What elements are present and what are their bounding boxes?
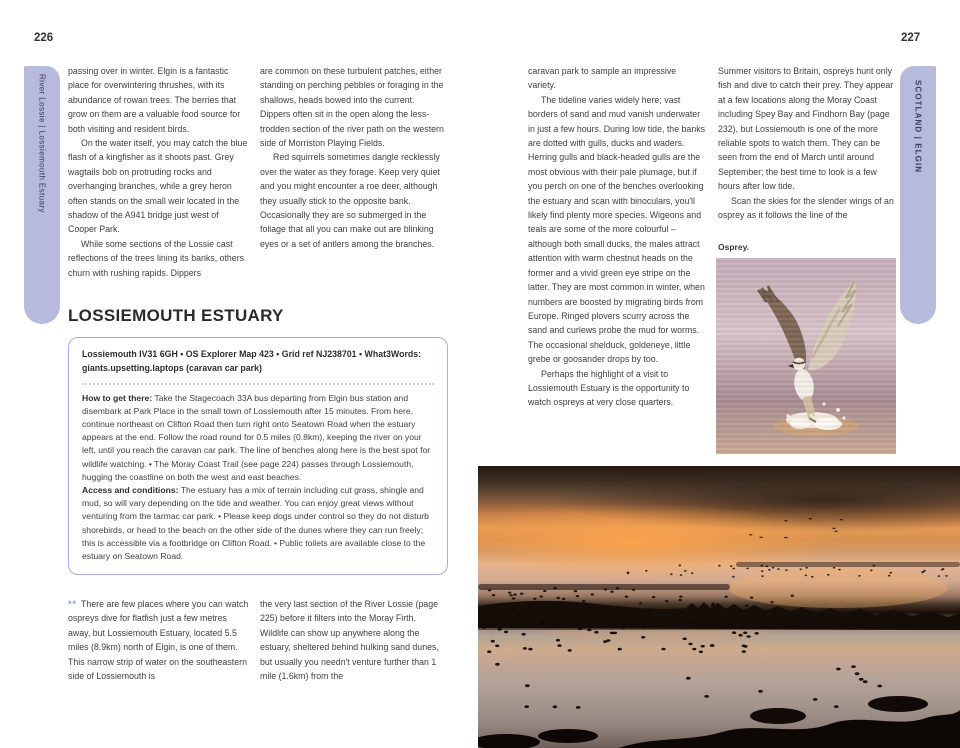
- body-paragraph: Scan the skies for the slender wings of an osprey as it follows the line of the: [718, 195, 894, 221]
- estuary-photo-detail: [478, 466, 960, 748]
- side-tab-right-label: SCOTLAND | ELGIN: [913, 80, 923, 174]
- left-page-bottom-column-1: [68, 597, 250, 683]
- left-page-column-2: [260, 64, 444, 251]
- access-and-conditions-label: Access and conditions:: [82, 485, 179, 496]
- access-and-conditions-text: The estuary has a mix of terrain including cut grass, shingle and mud, so will vary depending on the tide and weather. You can enjoy great views without venturing from the tarmac car park. • Please keep dogs under control so they do not disturb shorebirds, or head to the beach on the other side of the dunes where they can run freely; this is accessible via a footbridge on Clifton Road. • Public toilets are available close to the estuary on Seatown Road.: [82, 485, 429, 562]
- left-page-column-1: [68, 64, 248, 280]
- body-paragraph: Summer visitors to Britain, ospreys hunt only fish and dive to catch their prey. They appear at a few locations along the Moray Coast including Spey Bay and Findhorn Bay (page 232), but Lossiemouth is one of the more reliable spots to watch them. They can be seen from the end of March until around September; the best time to look is a few hours after low tide.: [718, 66, 894, 192]
- paragraph-start-marker: **: [68, 599, 78, 609]
- body-paragraph: [68, 597, 250, 683]
- side-tab-right: [900, 66, 936, 324]
- right-page-column-1: [528, 64, 706, 410]
- osprey-photo: [716, 258, 896, 454]
- water-ripples: [716, 258, 896, 454]
- side-tab-left-label: River Lossie | Lossiemouth Estuary: [37, 74, 47, 213]
- right-page-column-2: [718, 64, 896, 222]
- body-paragraph: are common on these turbulent patches, either standing on perching pebbles or foraging in the shallows, heads bowed into the current. Dippers often sit in the open along the less-trodden section of the river path on the western side of Morriston Playing Fields.: [260, 66, 444, 149]
- side-tab-left: [24, 66, 60, 324]
- body-paragraph: On the water itself, you may catch the blue flash of a kingfisher as it shoots past. Grey wagtails bob on protruding rocks and overhanging branches, while a grey heron often stands on the small weir located in the shadow of the A941 bridge just west of Cooper Park.: [68, 138, 248, 235]
- section-heading: LOSSIEMOUTH ESTUARY: [68, 306, 284, 325]
- page-number-right: 227: [901, 32, 921, 44]
- body-paragraph: While some sections of the Lossie cast reflections of the trees lining its banks, others churn with rushing rapids. Dippers: [68, 238, 245, 278]
- info-box: [68, 337, 448, 575]
- osprey-photo-caption: Osprey.: [718, 242, 750, 252]
- bottom-paragraph-text: There are few places where you can watch ospreys dive for flatfish just a few metres away, but Lossiemouth Estuary, located 5.5 miles (8.9km) north of Elgin, is one of them. This narrow strip of water on the southeastern side of Lossiemouth is: [68, 599, 249, 682]
- body-paragraph: The tideline varies widely here; vast borders of sand and mud vanish underwater in just a few hours. During low tide, the banks are dotted with gulls, ducks and waders. Herring gulls and black-headed gulls are the most obvious with their pale plumage, but if you perch on one of the benches overlooking the estuary and scan with binoculars, you'll likely find plenty more species. Wigeons and teals are some of the more colourful – although both small ducks, the males attract attention with warm chestnut heads on the former and a vivid green eye stripe on the latter. They are most common in winter, when numbers are boosted by migrating birds from Europe. Ringed plovers scurry across the sand and curlews probe the mud for worms. The occasional shelduck, goldeneye, little grebe or goosander drops by too.: [528, 94, 706, 365]
- body-paragraph: Perhaps the highlight of a visit to Lossiemouth Estuary is the opportunity to watch ospreys at very close quarters.: [528, 368, 690, 408]
- body-paragraph: caravan park to sample an impressive variety.: [528, 66, 677, 91]
- how-to-get-there-label: How to get there:: [82, 392, 153, 403]
- how-to-get-there: [82, 392, 434, 484]
- left-page-bottom-column-2: [260, 597, 446, 683]
- body-paragraph: passing over in winter. Elgin is a fantastic place for overwintering thrushes, with its abundance of rowan trees. The berries that grow on them are a valuable food source for both visiting and resident birds.: [68, 66, 241, 134]
- info-box-title: Lossiemouth IV31 6GH • OS Explorer Map 423 • Grid ref NJ238701 • What3Words: giants.upsetting.laptops (caravan car park): [82, 349, 422, 373]
- body-paragraph: Red squirrels sometimes dangle recklessly over the water as they forage. Keep very quiet and you might encounter a roe deer, although they usually stick to the opposite bank. Occasionally they are so submerged in the foliage that all you can make out are blinking eyes or a set of antlers among the branches.: [260, 152, 440, 249]
- estuary-sunset-photo: [478, 466, 960, 748]
- how-to-get-there-text: Take the Stagecoach 33A bus departing from Elgin bus station and disembark at Park Place in the small town of Lossiemouth after 15 minutes. From here, continue northeast on Clifton Road then turn right onto Seatown Road when the estuary appears at the end. Follow the road round for 0.5 miles (0.8km), keeping the river on your left, until you reach the caravan car park. The line of benches along here is the best spot for wildlife watching. • The Moray Coast Trail (see page 224) passes through Lossiemouth, hugging the coastline on both the west and east beaches.: [82, 392, 431, 482]
- page-number-left: 226: [34, 32, 54, 44]
- dotted-divider: [82, 383, 434, 385]
- body-paragraph: the very last section of the River Lossie (page 225) before it filters into the Moray Firth. Wildlife can show up anywhere along the estuary, sheltered behind hulking sand dunes, but usually you needn't venture further than 1 mile (1.6km) from the: [260, 599, 439, 682]
- access-and-conditions: [82, 484, 434, 563]
